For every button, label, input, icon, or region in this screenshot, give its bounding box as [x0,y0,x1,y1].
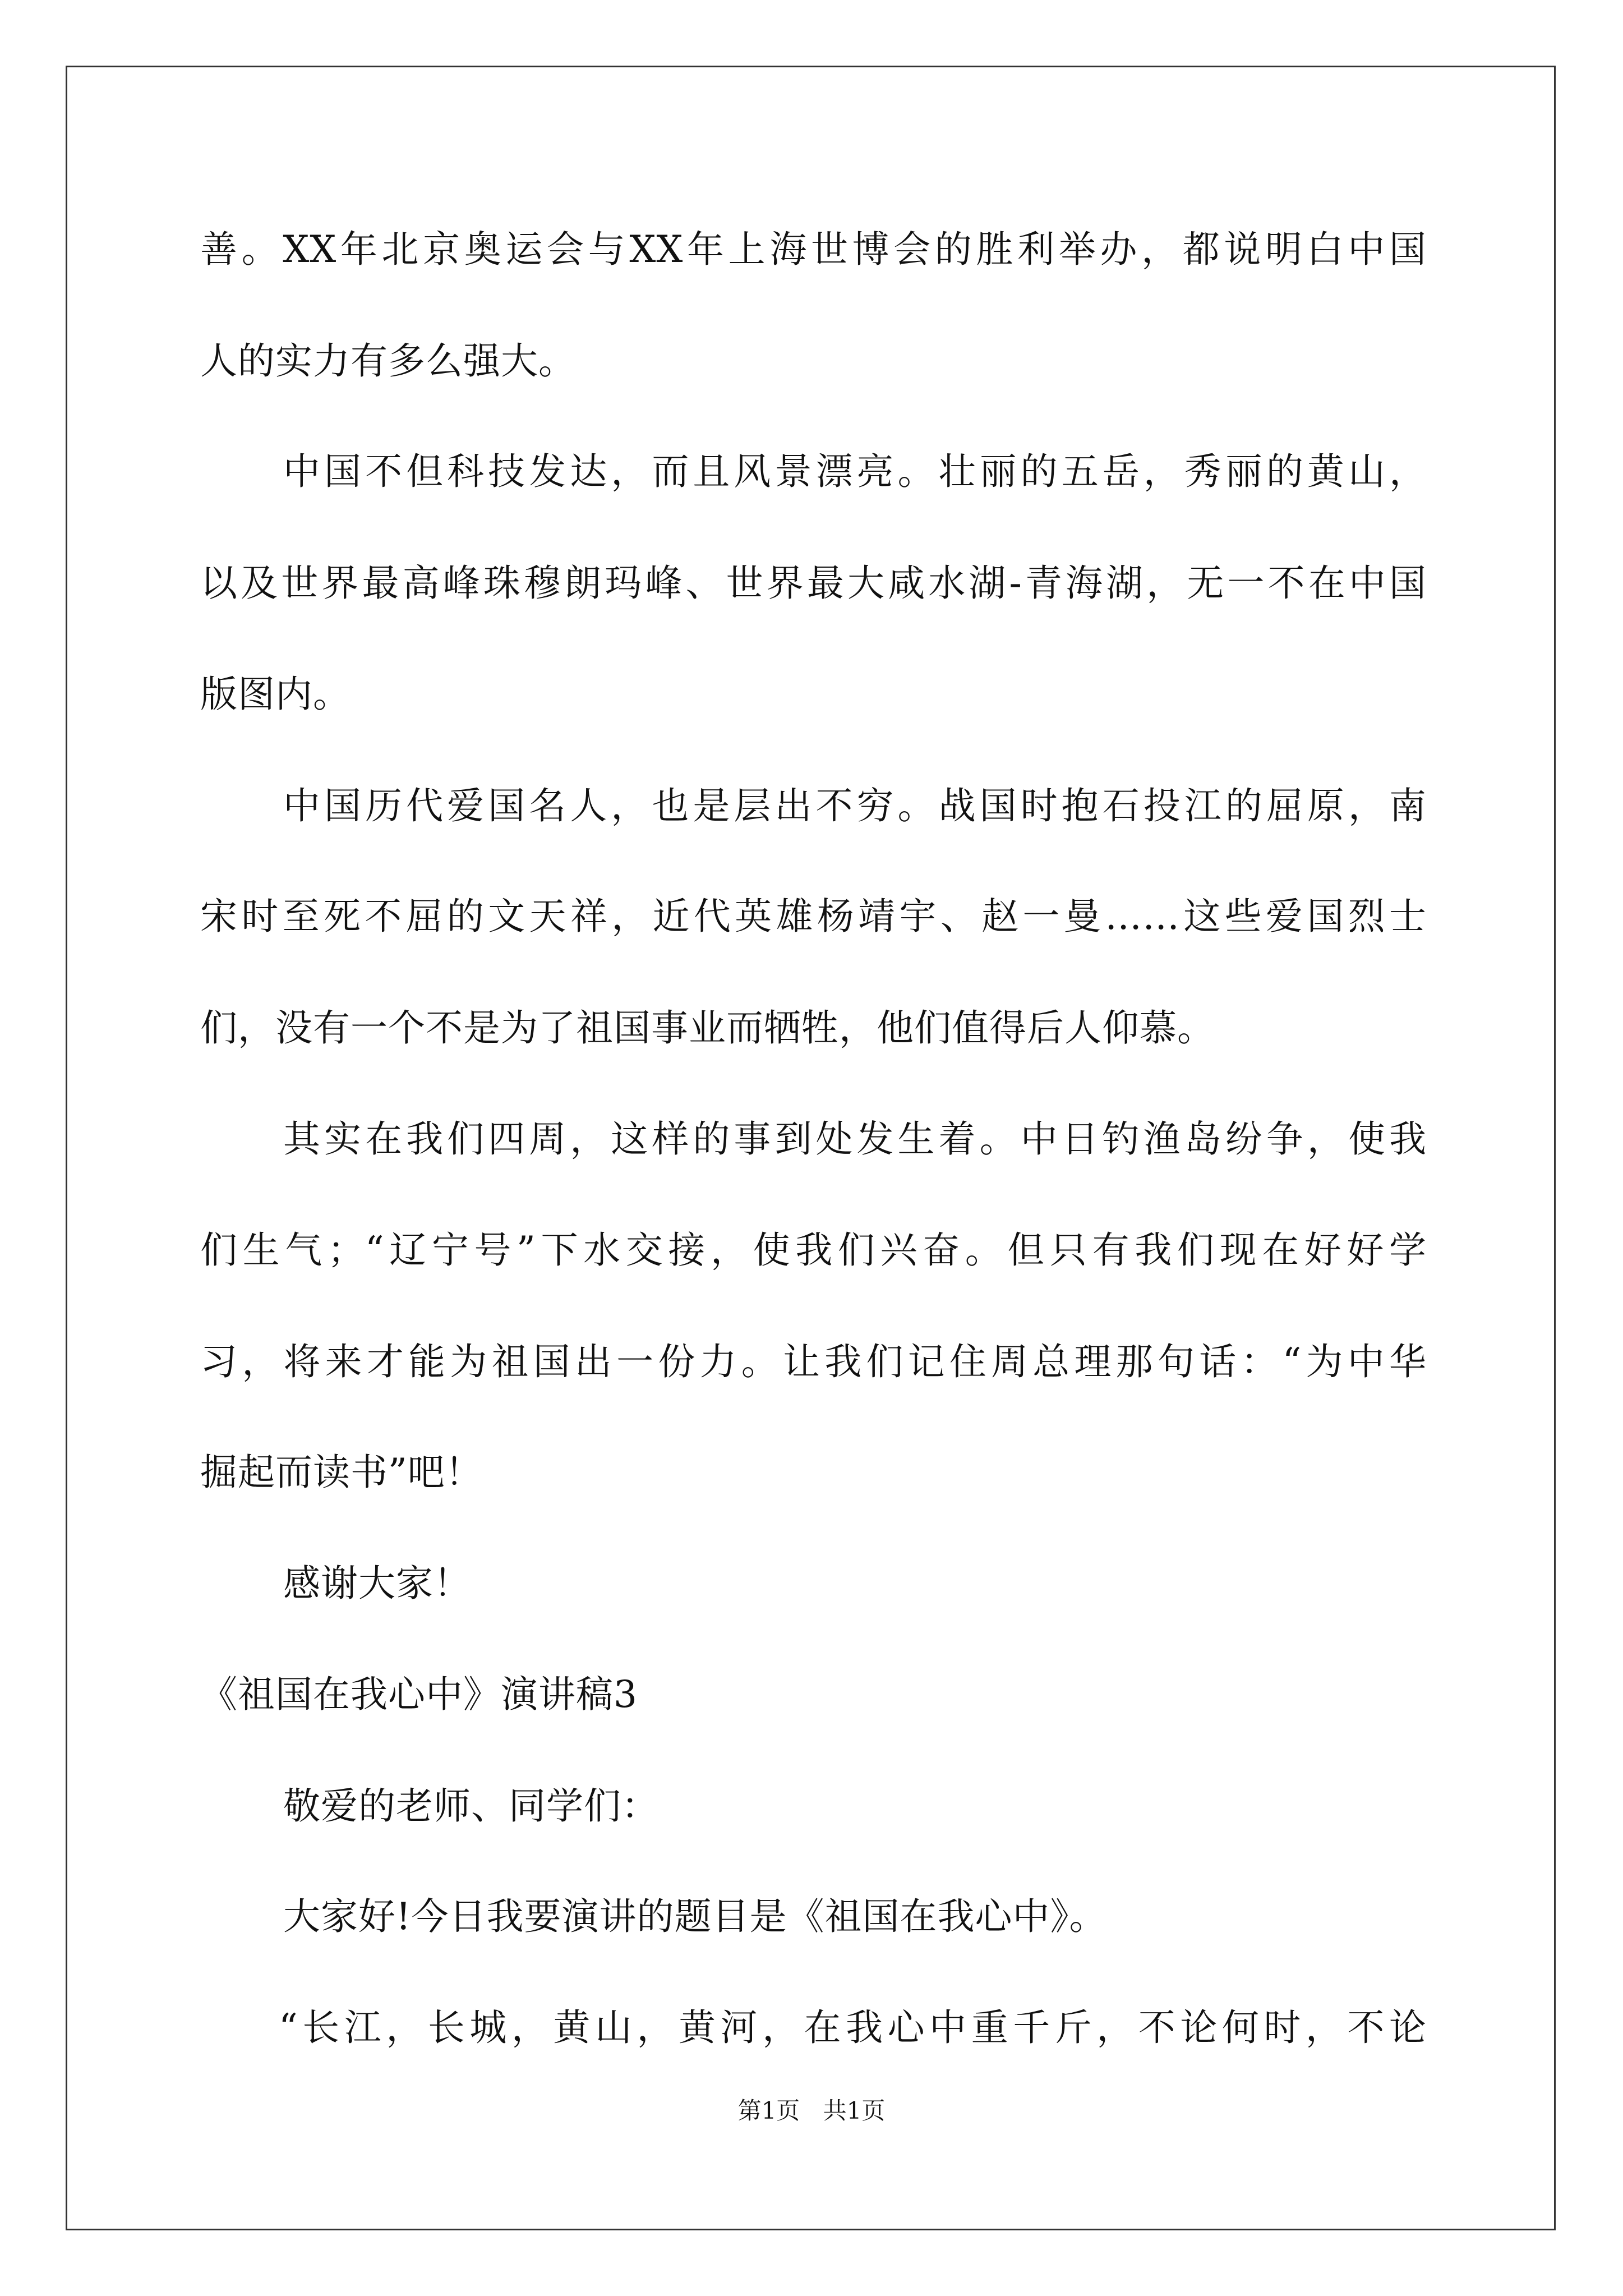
text-line: 人的实力有多么强大。 [200,339,576,383]
text-line: 们生气；“辽宁号”下水交接，使我们兴奋。但只有我们现在好好学 [200,1228,1427,1272]
text-line: 善。XX年北京奥运会与XX年上海世博会的胜利举办，都说明白中国 [200,228,1427,271]
text-line: 大家好!今日我要演讲的题目是《祖国在我心中》。 [283,1895,1107,1938]
text-line: 以及世界最高峰珠穆朗玛峰、世界最大咸水湖-青海湖，无一不在中国 [200,562,1427,605]
page-total: 共1页 [823,2097,886,2124]
text-line: 宋时至死不屈的文天祥，近代英雄杨靖宇、赵一曼……这些爱国烈士 [200,895,1427,938]
text-line: 们，没有一个不是为了祖国事业而牺牲，他们值得后人仰慕。 [200,1006,1215,1050]
salutation: 敬爱的老师、同学们： [283,1784,659,1828]
page-number: 第1页 [737,2097,800,2124]
page-footer [0,2095,1623,2127]
text-line: 掘起而读书”吧！ [200,1451,483,1494]
text-line: 中国不但科技发达，而且风景漂亮。壮丽的五岳，秀丽的黄山， [283,450,1427,493]
text-line: 习，将来才能为祖国出一份力。让我们记住周总理那句话：“为中华 [200,1340,1427,1383]
text-line: 其实在我们四周，这样的事到处发生着。中日钓渔岛纷争，使我 [283,1117,1427,1161]
text-line: 版图内。 [200,673,351,716]
text-line: 感谢大家！ [283,1562,471,1605]
text-line: 中国历代爱国名人，也是层出不穷。战国时抱石投江的屈原，南 [283,784,1427,827]
section-title: 《祖国在我心中》演讲稿3 [200,1673,638,1716]
text-line: “长江，长城，黄山，黄河，在我心中重千斤，不论何时，不论 [279,2006,1427,2049]
